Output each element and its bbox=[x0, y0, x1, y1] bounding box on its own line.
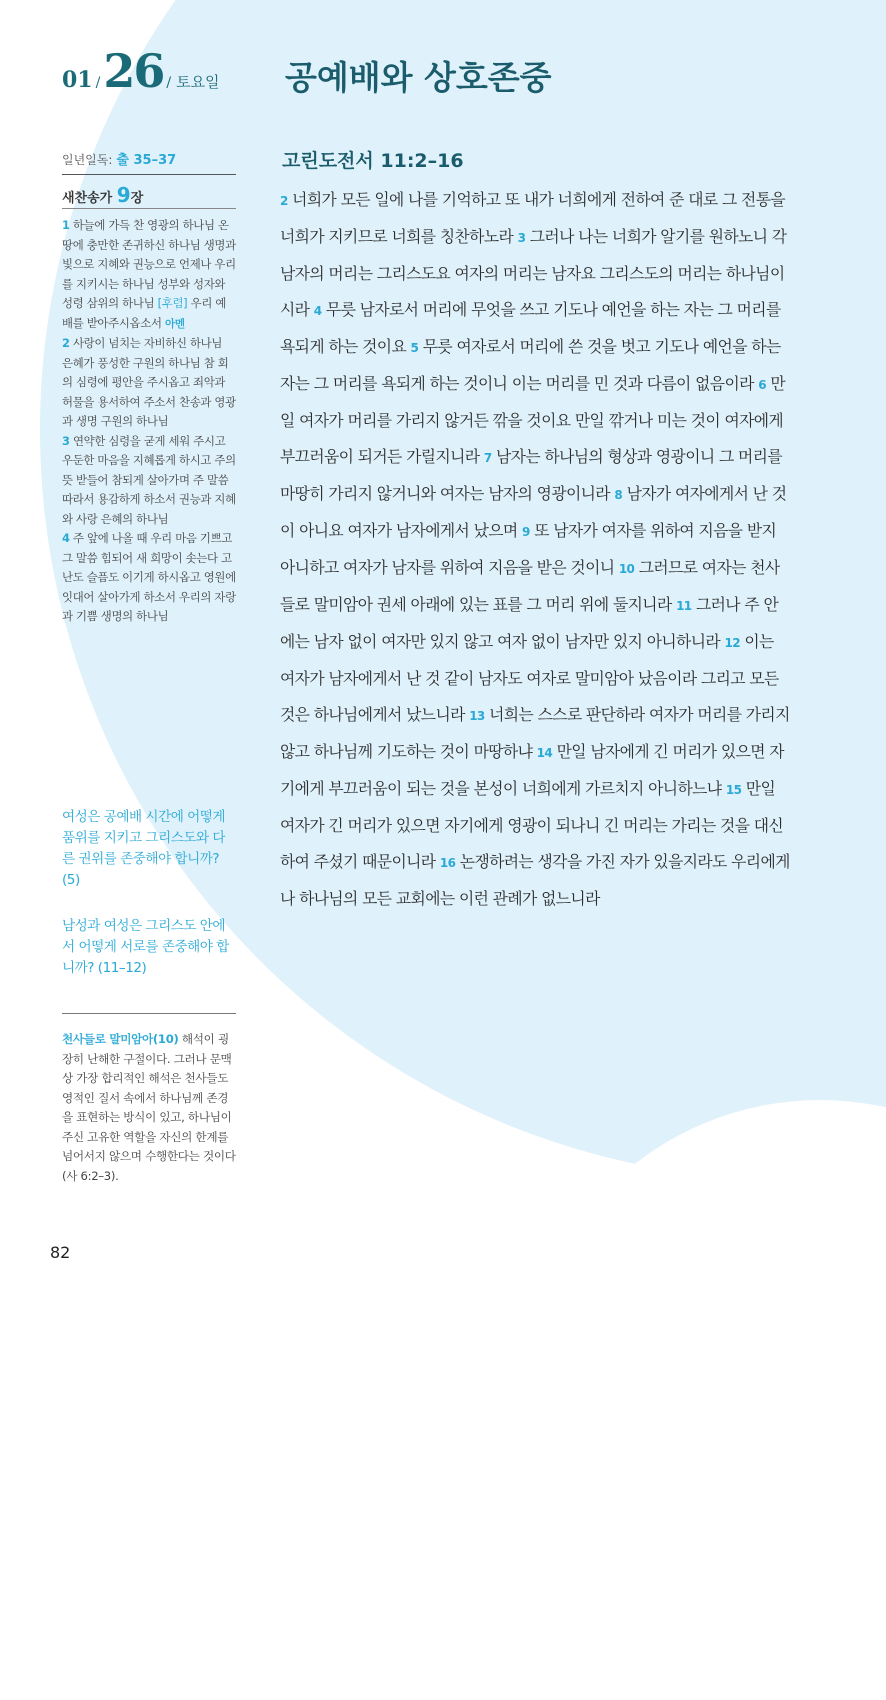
hymn-prefix: 새찬송가 bbox=[62, 191, 113, 206]
verse-text: 남자는 하나님의 형상과 영광이니 그 머리를 마땅히 가리지 않거니와 여자는 남자의 영광이니라 bbox=[280, 447, 782, 503]
hymn-verse-text: 연약한 심령을 굳게 세워 주시고 우둔한 마음을 지혜롭게 하시고 주의 뜻 받들어 참되게 살아가며 주 말씀 따라서 용감하게 하소서 권능과 지혜와 사랑 은혜의 하나님 bbox=[62, 433, 236, 526]
verse-number: 6 bbox=[758, 378, 766, 392]
scripture-reference: 고린도전서 11:2–16 bbox=[282, 150, 464, 172]
commentary-note bbox=[62, 1030, 236, 1186]
hymn-verse-number: 3 bbox=[62, 433, 70, 448]
hymn-number: 9 bbox=[116, 183, 131, 207]
verse-number: 10 bbox=[618, 562, 635, 576]
page-number: 82 bbox=[50, 1243, 71, 1262]
hymn-amen: 아멘 bbox=[164, 317, 185, 330]
hymn-verse bbox=[62, 432, 236, 530]
hymn-verse bbox=[62, 334, 236, 432]
verse-number: 16 bbox=[439, 856, 456, 870]
date-separator: / bbox=[166, 75, 172, 91]
verse-text: 무릇 여자로서 머리에 쓴 것을 벗고 기도나 예언을 하는 자는 그 머리를 욕되게 하는 것이니 이는 머리를 민 것과 다름이 없음이라 bbox=[280, 337, 781, 393]
commentary-text: 해석이 굉장히 난해한 구절이다. 그러나 문맥상 가장 합리적인 해석은 천사들도 영적인 질서 속에서 하나님께 존경을 표현하는 방식이 있고, 하나님이 주신 고유한 역할을 자신의 한계를 넘어서지 않으며 수행한다는 것이다(사 6:2–3). bbox=[62, 1032, 236, 1183]
hymn-title bbox=[62, 183, 236, 207]
divider bbox=[62, 1013, 236, 1014]
date-separator: / bbox=[95, 75, 101, 91]
verse-text: 그러므로 여자는 천사들로 말미암아 권세 아래에 있는 표를 그 머리 위에 둘지니라 bbox=[280, 558, 780, 614]
hymn-verse-number: 1 bbox=[62, 218, 70, 232]
hymn-suffix: 장 bbox=[130, 191, 144, 206]
divider bbox=[62, 208, 236, 209]
verse-number: 11 bbox=[676, 599, 692, 613]
verse-text: 논쟁하려는 생각을 가진 자가 있을지라도 우리에게나 하나님의 모든 교회에는 이런 관례가 없느니라 bbox=[280, 852, 790, 908]
verse-number: 15 bbox=[725, 783, 742, 797]
verse-number: 9 bbox=[522, 525, 530, 539]
verse-text: 너희는 스스로 판단하라 여자가 머리를 가리지 않고 하나님께 기도하는 것이 마땅하냐 bbox=[280, 705, 790, 761]
hymn-verse-text: 주 앞에 나올 때 우리 마음 기쁘고 그 말씀 힘되어 새 희망이 솟는다 고난도 슬픔도 이기게 하시옵고 영원에 잇대어 살아가게 하소서 우리의 자랑과 기쁨 생명의 하나님 bbox=[62, 531, 236, 623]
hymn-refrain-label: [후렴] bbox=[157, 296, 188, 310]
date-header bbox=[62, 44, 220, 98]
verse-text: 또 남자가 여자를 위하여 지음을 받지 아니하고 여자가 남자를 위하여 지음을 받은 것이니 bbox=[280, 521, 777, 577]
verse-number: 12 bbox=[724, 636, 740, 650]
yearly-reading-label: 일년일독: bbox=[62, 153, 113, 167]
verse-text: 만일 남자에게 긴 머리가 있으면 자기에게 부끄러움이 되는 것을 본성이 너희에게 가르치지 아니하느냐 bbox=[280, 742, 784, 798]
verse-number: 4 bbox=[313, 304, 322, 318]
yearly-reading-value: 출 35–37 bbox=[116, 153, 177, 168]
verse-text: 남자가 여자에게서 난 것이 아니요 여자가 남자에게서 났으며 bbox=[280, 484, 787, 540]
verse-number: 7 bbox=[483, 451, 492, 465]
reflection-question-1: 여성은 공예배 시간에 어떻게 품위를 지키고 그리스도와 다른 권위를 존중해야 합니까? (5) bbox=[62, 809, 226, 888]
hymn-verse-number: 4 bbox=[62, 531, 70, 545]
reflection-question-2: 남성과 여성은 그리스도 안에서 어떻게 서로를 존중해야 합니까? (11–12) bbox=[62, 918, 229, 976]
divider bbox=[62, 174, 236, 175]
date-day: 26 bbox=[103, 44, 164, 98]
verse-number: 8 bbox=[614, 488, 623, 502]
verse-text: 무릇 남자로서 머리에 무엇을 쓰고 기도나 예언을 하는 자는 그 머리를 욕되게 하는 것이요 bbox=[280, 300, 781, 356]
verse-number: 2 bbox=[280, 194, 288, 208]
hymn-refrain-text: 우리 예배를 받아주시옵소서 bbox=[62, 296, 227, 330]
date-weekday: 토요일 bbox=[176, 73, 220, 91]
verse-number: 3 bbox=[517, 231, 526, 245]
verse-text: 만일 여자가 긴 머리가 있으면 자기에게 영광이 되나니 긴 머리는 가리는 것을 대신하여 주셨기 때문이니라 bbox=[280, 779, 784, 871]
verse-text: 이는 여자가 남자에게서 난 것 같이 남자도 여자로 말미암아 났음이라 그리고 모든 것은 하나님에게서 났느니라 bbox=[280, 632, 779, 724]
hymn-verse bbox=[62, 529, 236, 627]
verse-text: 그러나 주 안에는 남자 없이 여자만 있지 않고 여자 없이 남자만 있지 아니하니라 bbox=[280, 595, 779, 651]
verse-number: 14 bbox=[536, 746, 553, 760]
hymn-verse-text: 사랑이 넘치는 자비하신 하나님 은혜가 풍성한 구원의 하나님 참 회의 심령에 평안을 주시옵고 죄악과 허물을 용서하여 주소서 찬송과 영광과 생명 구원의 하나님 bbox=[62, 336, 236, 428]
background-cutout bbox=[520, 1100, 886, 1700]
verse-text: 그러나 나는 너희가 알기를 원하노니 각 남자의 머리는 그리스도요 여자의 머리는 남자요 그리스도의 머리는 하나님이시라 bbox=[280, 227, 787, 319]
scripture-text bbox=[280, 182, 792, 917]
hymn-lyrics bbox=[62, 216, 236, 627]
commentary-keyword: 천사들로 말미암아(10) bbox=[62, 1032, 179, 1046]
yearly-reading bbox=[62, 149, 236, 168]
verse-number: 13 bbox=[469, 709, 485, 723]
hymn-verse bbox=[62, 216, 236, 334]
hymn-verse-number: 2 bbox=[62, 336, 70, 350]
date-month: 01 bbox=[62, 67, 93, 93]
page-title: 공예배와 상호존중 bbox=[285, 58, 552, 97]
verse-text: 만일 여자가 머리를 가리지 않거든 깎을 것이요 만일 깎거나 미는 것이 여자에게 부끄러움이 되거든 가릴지니라 bbox=[280, 374, 786, 466]
verse-number: 5 bbox=[410, 341, 419, 355]
verse-text: 너희가 모든 일에 나를 기억하고 또 내가 너희에게 전하여 준 대로 그 전통을 너희가 지키므로 너희를 칭찬하노라 bbox=[280, 190, 786, 246]
hymn-verse-text: 하늘에 가득 찬 영광의 하나님 온 땅에 충만한 존귀하신 하나님 생명과 빛으로 지혜와 권능으로 언제나 우리를 지키시는 하나님 성부와 성자와 성령 삼위의 하나님 bbox=[62, 218, 236, 310]
